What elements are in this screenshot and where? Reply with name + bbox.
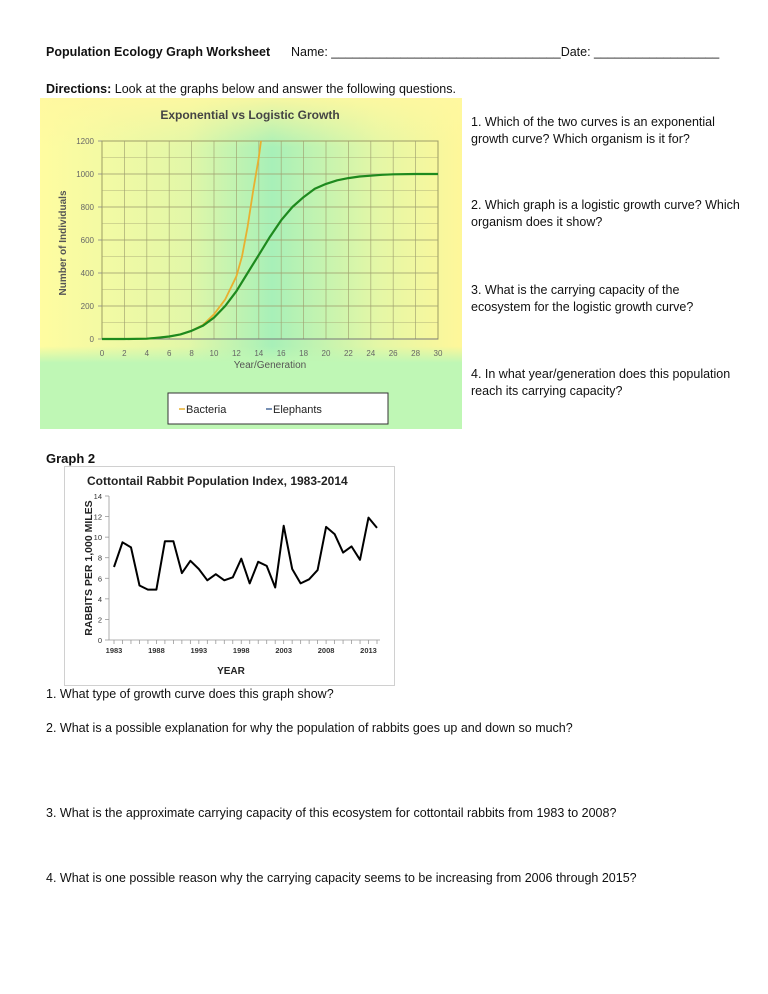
- chart2-xtick-label: 2008: [317, 646, 335, 655]
- chart2-xtick-label: 1988: [148, 646, 165, 655]
- chart1-xtick-label: 10: [209, 349, 219, 358]
- worksheet-title: Population Ecology Graph Worksheet: [46, 45, 271, 59]
- directions: [46, 82, 456, 96]
- graph2-label: Graph 2: [46, 451, 96, 466]
- chart1-ytick-label: 200: [80, 302, 94, 311]
- chart1-xlabel: Year/Generation: [233, 360, 307, 371]
- legend-elephants-label: Elephants: [273, 404, 322, 416]
- chart2-ytick-label: 8: [97, 553, 102, 563]
- chart1-xtick-label: 26: [388, 349, 398, 358]
- legend-bacteria-label: Bacteria: [186, 404, 227, 416]
- chart1-xtick-label: 16: [276, 349, 286, 358]
- chart2-ytick-label: 6: [97, 574, 102, 584]
- chart1-xtick-label: 12: [231, 349, 241, 358]
- chart1-xtick-label: 2: [122, 349, 127, 358]
- chart2-xtick-label: 1998: [232, 646, 250, 655]
- chart1-xtick-label: 6: [166, 349, 172, 358]
- rabbit-chart: [64, 466, 395, 686]
- chart2-xtick-label: 2013: [360, 646, 377, 655]
- chart2-ytick-label: 12: [93, 512, 102, 522]
- graph1-question-2: 2. Which graph is a logistic growth curve? Which organism does it show?: [471, 198, 740, 229]
- chart1-ytick-label: 0: [89, 335, 94, 344]
- graph1-question-1: 1. Which of the two curves is an exponential growth curve? Which organism is it for?: [471, 115, 715, 146]
- chart1-xtick-label: 4: [144, 349, 150, 358]
- chart1-xtick-label: 8: [189, 349, 194, 358]
- chart2-ylabel: RABBITS PER 1,000 MILES: [83, 500, 95, 636]
- chart2-ytick-label: 0: [97, 636, 102, 645]
- chart1-xtick-label: 18: [299, 349, 309, 358]
- chart2-xtick-label: 2003: [275, 646, 293, 655]
- graph1-question-4: 4. In what year/generation does this population reach its carrying capacity?: [471, 367, 731, 398]
- chart1-legend: [168, 393, 388, 424]
- chart1-xtick-label: 0: [99, 349, 105, 358]
- directions-text: Look at the graphs below and answer the following questions.: [111, 82, 456, 96]
- graph2-question-4: 4. What is one possible reason why the carrying capacity seems to be increasing from 2006 through 2015?: [46, 871, 637, 885]
- chart1-ytick-label: 1000: [76, 170, 94, 179]
- chart1-xtick-label: 22: [343, 349, 353, 358]
- chart2-ytick-label: 4: [97, 594, 102, 604]
- chart1-ylabel: Number of Individuals: [58, 190, 69, 296]
- chart1-xtick-label: 28: [411, 349, 421, 358]
- graph1-question-3: 3. What is the carrying capacity of the ecosystem for the logistic growth curve?: [471, 283, 694, 314]
- graph2-question-1: 1. What type of growth curve does this graph show?: [46, 687, 334, 701]
- chart2-ytick-label: 14: [93, 492, 102, 501]
- chart1-ytick-label: 800: [80, 203, 94, 212]
- chart1-xtick-label: 14: [254, 349, 264, 358]
- chart1-ytick-label: 400: [80, 269, 94, 278]
- chart2-ytick-label: 2: [97, 615, 102, 625]
- chart2-ytick-label: 10: [93, 533, 102, 543]
- directions-label: Directions:: [46, 82, 112, 96]
- name-date-line[interactable]: Name: _________________________________Date: __________________: [291, 45, 720, 59]
- chart1-xtick-label: 24: [366, 349, 376, 358]
- chart1-xtick-label: 20: [321, 349, 331, 358]
- chart1-ytick-label: 1200: [76, 137, 94, 146]
- chart1-title: Exponential vs Logistic Growth: [160, 108, 340, 122]
- growth-chart: [40, 98, 462, 429]
- graph2-question-3: 3. What is the approximate carrying capacity of this ecosystem for cottontail rabbits from 1983 to 2008?: [46, 806, 617, 820]
- chart2-xlabel: YEAR: [217, 666, 245, 677]
- chart2-xtick-label: 1993: [190, 646, 208, 655]
- chart1-xtick-label: 30: [433, 349, 443, 358]
- chart2-xtick-label: 1983: [105, 646, 123, 655]
- graph2-question-2: 2. What is a possible explanation for why the population of rabbits goes up and down so much?: [46, 721, 573, 735]
- chart2-title: Cottontail Rabbit Population Index, 1983-2014: [87, 474, 348, 488]
- chart1-ytick-label: 600: [80, 236, 94, 245]
